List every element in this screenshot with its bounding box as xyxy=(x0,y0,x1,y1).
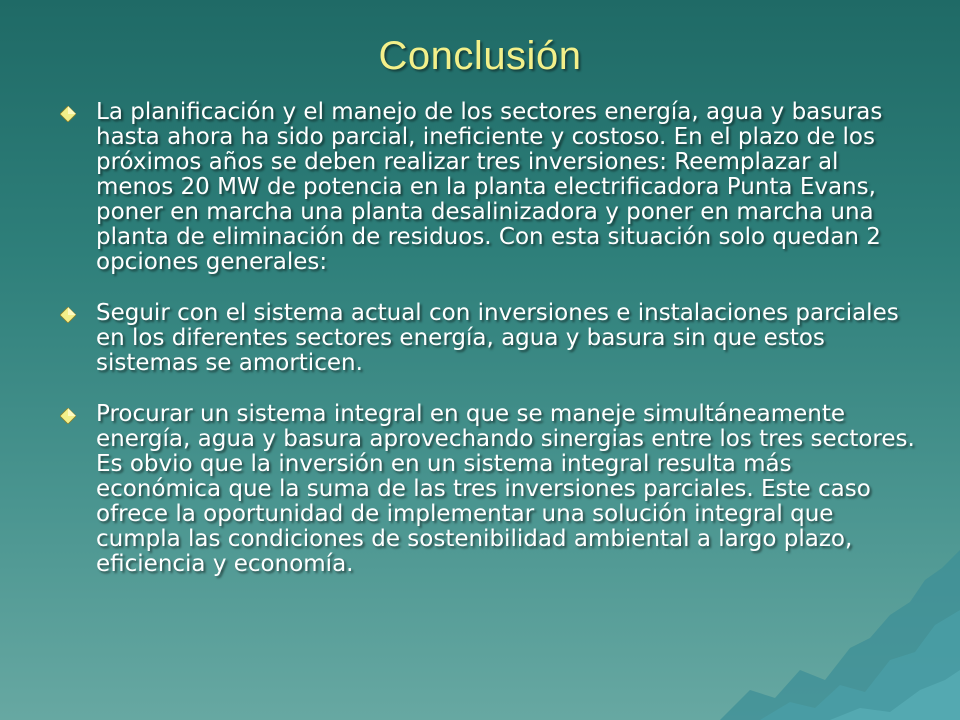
bullet-item-planning xyxy=(58,100,916,275)
bullet-text: Procurar un sistema integral en que se maneje simultáneamente energía, agua y basura aprovechando sinergias entre los tres sectores. Es obvio que la inversión en un sistema integral resulta más económica que la suma de las tres inversiones parciales. Este caso ofrece la oportunidad de implementar una solución integral que cumpla las condiciones de sostenibilidad ambiental a largo plazo, eficiencia y economía. xyxy=(96,401,915,577)
diamond-bullet-icon xyxy=(60,106,76,122)
bullet-list xyxy=(58,100,916,603)
bullet-item-option-current xyxy=(58,301,916,376)
diamond-bullet-icon xyxy=(60,408,76,424)
bullet-text: La planificación y el manejo de los sectores energía, agua y basuras hasta ahora ha sido parcial, ineficiente y costoso. En el plazo de los próximos años se deben realizar tres inversiones: Reemplazar al menos 20 MW de potencia en la planta electrificadora Punta Evans, poner en marcha una planta desalinizadora y poner en marcha una planta de eliminación de residuos. Con esta situación solo quedan 2 opciones generales: xyxy=(96,99,883,275)
bullet-item-option-integral xyxy=(58,402,916,577)
slide-title: Conclusión xyxy=(378,34,582,78)
diamond-bullet-icon xyxy=(60,307,76,323)
bullet-text: Seguir con el sistema actual con inversiones e instalaciones parciales en los diferentes sectores energía, agua y basura sin que estos sistemas se amorticen. xyxy=(96,300,899,376)
